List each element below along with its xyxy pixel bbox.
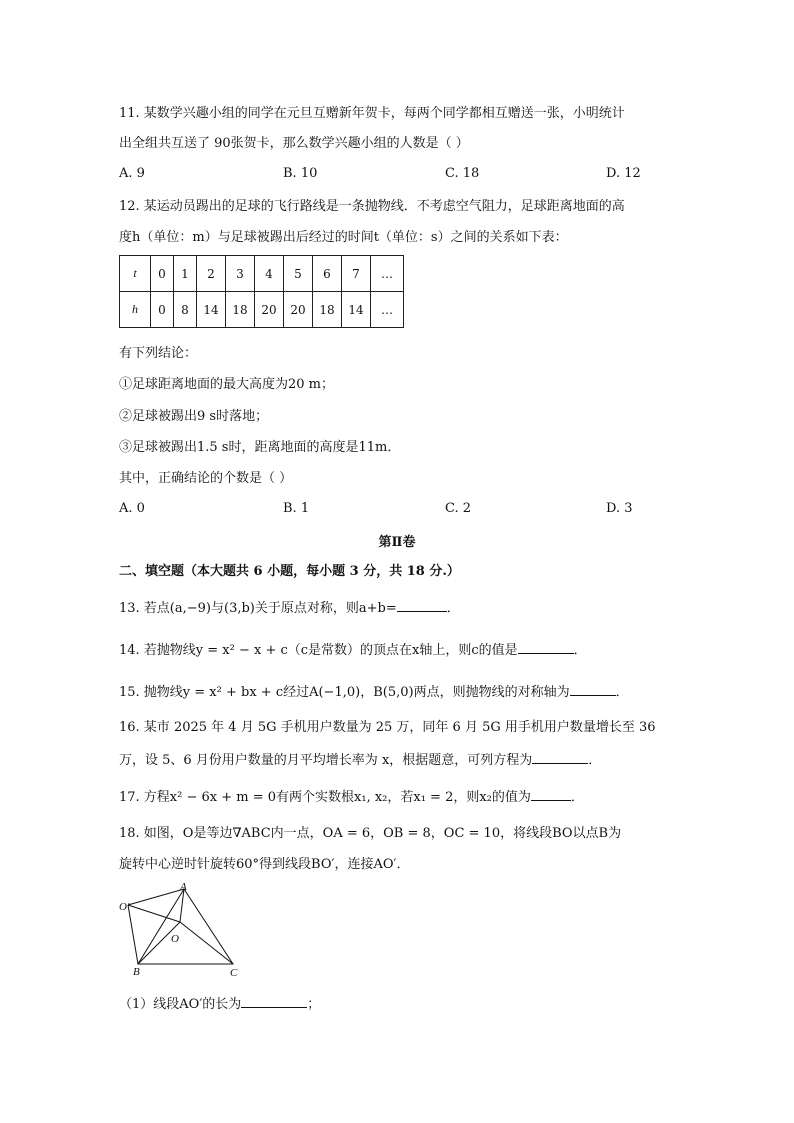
triangle-figure [114, 880, 244, 980]
table-cell: 7 [342, 256, 371, 292]
q18-line1: 18. 如图，O是等边∇ABC内一点，OA = 6，OB = 8，OC = 10，将线段BO以点B为 [119, 826, 622, 841]
table-cell: 18 [226, 292, 255, 328]
q16-answer-blank[interactable] [532, 751, 588, 764]
table-row-t [120, 256, 404, 292]
q11-line1: 11. 某数学兴趣小组的同学在元旦互赠新年贺卡，每两个同学都相互赠送一张，小明统计 [119, 106, 625, 121]
table-cell: 20 [255, 292, 284, 328]
table-cell: 4 [255, 256, 284, 292]
q16-line1: 16. 某市 2025 年 4 月 5G 手机用户数量为 25 万，同年 6 月 5G 用手机用户数量增长至 36 [119, 720, 656, 735]
q13-answer-blank[interactable] [397, 599, 447, 612]
label-b: B [133, 966, 140, 978]
table-cell: 0 [151, 256, 174, 292]
q12-question: 其中，正确结论的个数是（ ） [119, 471, 293, 486]
table-cell: 2 [197, 256, 226, 292]
q18-sub1-line: （1）线段AO′的长为 ； [119, 997, 321, 1012]
q18-line2: 旋转中心逆时针旋转60°得到线段BO′，连接AO′． [119, 857, 410, 872]
table-cell: … [371, 292, 404, 328]
q12-line1: 12. 某运动员踢出的足球的飞行路线是一条抛物线．不考虑空气阻力，足球距离地面的高 [119, 199, 625, 214]
table-cell: 3 [226, 256, 255, 292]
q12-intro: 有下列结论： [119, 346, 198, 361]
label-a: A [180, 881, 187, 893]
q12-conclusion-1: ①足球距离地面的最大高度为20 m； [119, 377, 335, 392]
table-row-h [120, 292, 404, 328]
q15-answer-blank[interactable] [570, 683, 616, 696]
table-cell: 5 [284, 256, 313, 292]
q12-conclusion-2: ②足球被踢出9 s时落地； [119, 409, 269, 424]
q11-line2: 出全组共互送了 90张贺卡，那么数学兴趣小组的人数是（ ） [119, 136, 469, 151]
q12-options [119, 501, 679, 519]
section-title: 第Ⅱ卷 [378, 535, 416, 550]
q18-sub1-answer-blank[interactable] [241, 995, 307, 1008]
q12-conclusion-3: ③足球被踢出1.5 s时，距离地面的高度是11m． [119, 440, 401, 455]
q13-text: 13. 若点(a,−9)与(3,b)关于原点对称，则a+b= [119, 601, 397, 616]
q11-option-d: D. 12 [606, 166, 641, 181]
q11-options [119, 166, 679, 184]
q14-answer-blank[interactable] [518, 641, 574, 654]
q14-text: 14. 若抛物线y = x² − x + c（c是常数）的顶点在x轴上，则c的值是 [119, 643, 518, 658]
q15-line: 15. 抛物线y = x² + bx + c经过A(−1,0)，B(5,0)两点，则抛物线的对称轴为 ． [119, 685, 629, 700]
table-cell: 1 [174, 256, 197, 292]
q17-line: 17. 方程x² − 6x + m = 0有两个实数根x₁, x₂，若x₁ = 2，则x₂的值为 ． [119, 790, 584, 805]
table-cell: 18 [313, 292, 342, 328]
q12-option-b: B. 1 [283, 501, 310, 516]
q17-text: 17. 方程x² − 6x + m = 0有两个实数根x₁, x₂，若x₁ = 2，则x₂的值为 [119, 790, 531, 805]
q12-option-d: D. 3 [606, 501, 633, 516]
q13-line: 13. 若点(a,−9)与(3,b)关于原点对称，则a+b= ． [119, 601, 460, 616]
label-c: C [230, 967, 238, 979]
table-cell: 0 [151, 292, 174, 328]
q12-line2: 度h（单位：m）与足球被踢出后经过的时间t（单位：s）之间的关系如下表： [119, 230, 568, 245]
q12-option-c: C. 2 [445, 501, 472, 516]
table-cell: 20 [284, 292, 313, 328]
segment-b-oprime [128, 905, 138, 964]
label-oprime: O′ [119, 901, 130, 913]
table-label-t: t [120, 256, 151, 292]
q16-text: 万，设 5、6 月份用户数量的月平均增长率为 x，根据题意，可列方程为 [119, 753, 533, 768]
q11-option-a: A. 9 [119, 166, 145, 181]
q14-line: 14. 若抛物线y = x² − x + c（c是常数）的顶点在x轴上，则c的值是 ． [119, 643, 587, 658]
q18-sub1-text: （1）线段AO′的长为 [119, 997, 242, 1012]
section-part-heading: 二、填空题（本大题共 6 小题，每小题 3 分，共 18 分.） [119, 564, 460, 579]
segment-c-o [180, 922, 233, 964]
q15-text: 15. 抛物线y = x² + bx + c经过A(−1,0)，B(5,0)两点，则抛物线的对称轴为 [119, 685, 570, 700]
table-cell: 6 [313, 256, 342, 292]
table-label-h: h [120, 292, 151, 328]
q17-answer-blank[interactable] [531, 788, 571, 801]
q12-option-a: A. 0 [119, 501, 145, 516]
q11-option-c: C. 18 [445, 166, 480, 181]
height-time-table [119, 255, 404, 328]
table-cell: 8 [174, 292, 197, 328]
table-cell: 14 [197, 292, 226, 328]
table-cell: 14 [342, 292, 371, 328]
table-cell: … [371, 256, 404, 292]
q16-line2: 万，设 5、6 月份用户数量的月平均增长率为 x，根据题意，可列方程为 ． [119, 753, 602, 768]
q11-option-b: B. 10 [283, 166, 318, 181]
label-o: O [171, 933, 179, 945]
